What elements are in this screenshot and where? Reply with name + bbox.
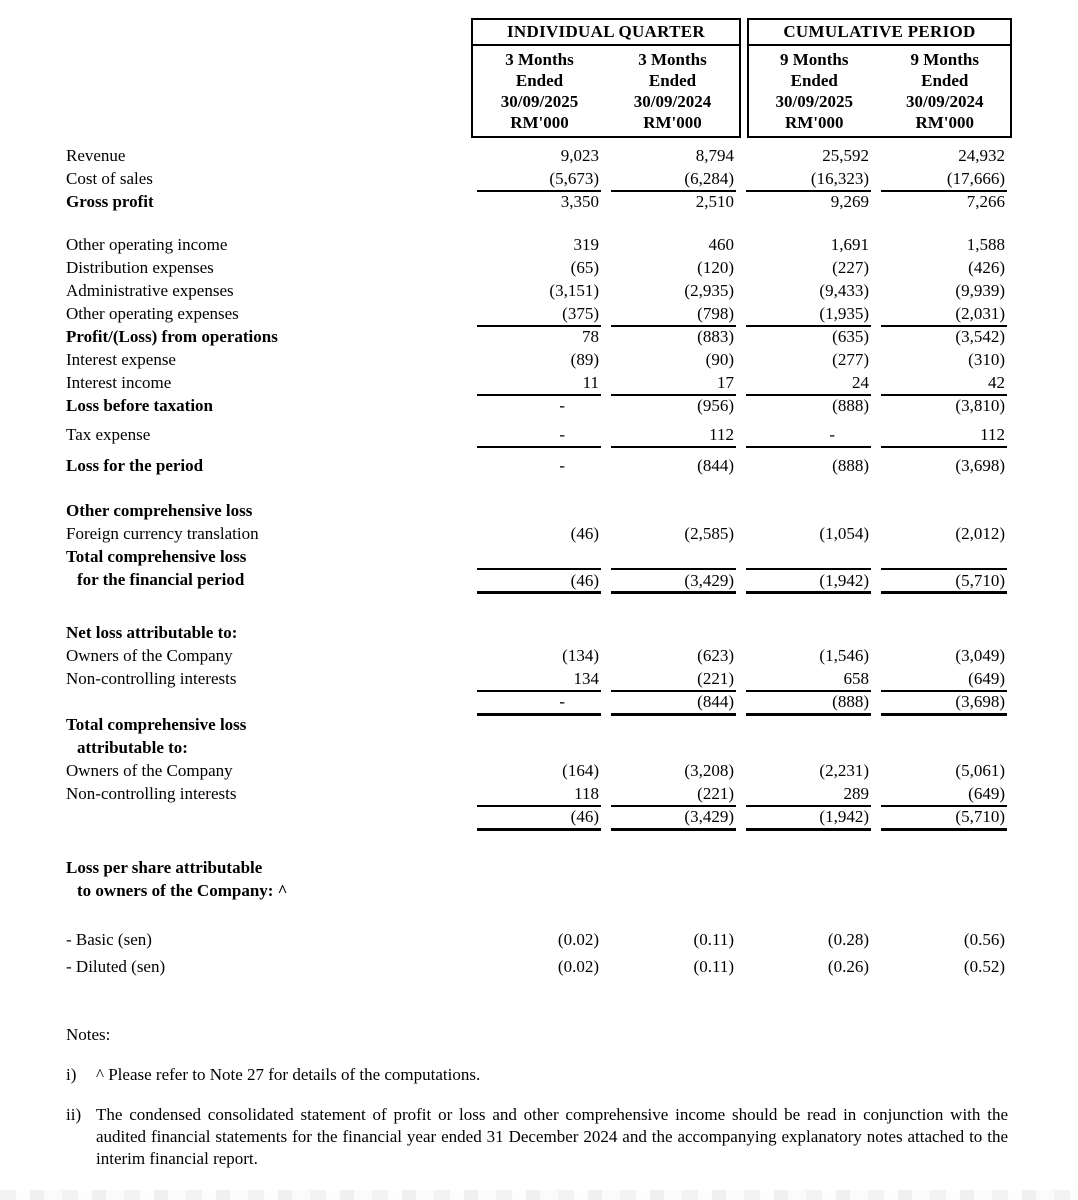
value-cell: 11: [477, 371, 601, 396]
value-cell: (1,546): [819, 646, 869, 665]
value-cell: [477, 545, 601, 568]
value-cell: (16,323): [746, 167, 871, 192]
note-text: ^ Please refer to Note 27 for details of the computations.: [96, 1065, 481, 1084]
row-label: Revenue: [66, 146, 126, 165]
value-cell: -: [559, 456, 565, 475]
value-cell: (310): [968, 350, 1005, 369]
value-cell: [746, 736, 871, 759]
row-label: Distribution expenses: [66, 258, 214, 277]
value-cell: (888): [832, 396, 869, 415]
column-group-headers: [0, 18, 1078, 138]
row-label: Loss per share attributable: [66, 858, 263, 877]
table-row: [0, 256, 1078, 279]
table-row: [0, 879, 1078, 902]
note-item: [66, 1104, 1008, 1170]
value-cell: (635): [832, 327, 869, 346]
value-cell: 112: [611, 423, 736, 448]
table-row: [0, 167, 1078, 190]
individual-quarter-header: [471, 18, 741, 138]
value-cell: [746, 545, 871, 568]
row-label: Total comprehensive loss: [66, 547, 247, 566]
value-cell: (3,208): [684, 761, 734, 780]
value-cell: (5,710): [881, 568, 1007, 594]
value-cell: (798): [611, 302, 736, 327]
value-cell: (649): [881, 667, 1007, 692]
table-row: [0, 499, 1078, 522]
value-cell: (844): [611, 690, 736, 716]
value-cell: (5,061): [955, 761, 1005, 780]
value-cell: [881, 879, 1007, 902]
table-row: [0, 394, 1078, 417]
value-cell: (0.52): [963, 957, 1005, 976]
value-cell: [611, 545, 736, 568]
table-row: [0, 621, 1078, 644]
column-group-title: INDIVIDUAL QUARTER: [473, 20, 739, 46]
value-cell: (3,429): [611, 805, 736, 831]
value-cell: (2,231): [819, 761, 869, 780]
column-subheader-line: 9 Months: [910, 50, 979, 69]
value-cell: (3,698): [881, 690, 1007, 716]
column-subheader-line: 3 Months: [505, 50, 574, 69]
value-cell: 24,932: [958, 146, 1005, 165]
row-label: Total comprehensive loss: [66, 715, 247, 734]
value-cell: 658: [746, 667, 871, 692]
value-cell: [881, 545, 1007, 568]
value-cell: (1,054): [819, 524, 869, 543]
column-subheader-line: 3 Months: [638, 50, 707, 69]
table-row: [0, 371, 1078, 394]
value-cell: (2,012): [955, 524, 1005, 543]
value-cell: [477, 499, 601, 522]
value-cell: (2,585): [684, 524, 734, 543]
table-row: [0, 690, 1078, 713]
row-label: Tax expense: [66, 425, 151, 444]
column-subheader-line: 30/09/2024: [633, 92, 712, 111]
table-row: [0, 325, 1078, 348]
value-cell: (164): [562, 761, 599, 780]
value-cell: (221): [611, 667, 736, 692]
value-cell: (844): [697, 456, 734, 475]
value-cell: 118: [477, 782, 601, 807]
table-row: [0, 522, 1078, 545]
value-cell: [611, 856, 736, 879]
note-text: The condensed consolidated statement of profit or loss and other comprehensive income should be read in conjunction with the audited financial statements for the financial year ended 31 December 2024 and the accompanying explanatory notes attached to the interim financial report.: [96, 1105, 1008, 1168]
table-row: [0, 856, 1078, 879]
value-cell: (46): [477, 568, 601, 594]
value-cell: (5,673): [477, 167, 601, 192]
value-cell: (17,666): [881, 167, 1007, 192]
column-subheader: [749, 49, 880, 133]
notes-title: Notes:: [66, 1025, 111, 1044]
table-row: [0, 805, 1078, 828]
value-cell: (426): [968, 258, 1005, 277]
value-cell: (227): [832, 258, 869, 277]
value-cell: (888): [832, 456, 869, 475]
table-row: [0, 667, 1078, 690]
value-cell: (3,698): [955, 456, 1005, 475]
column-subheader-line: 30/09/2024: [906, 92, 984, 111]
row-label: to owners of the Company: ^: [77, 881, 288, 900]
row-label: Interest expense: [66, 350, 176, 369]
value-cell: [746, 499, 871, 522]
table-row: [0, 644, 1078, 667]
spacer-row: [0, 213, 1078, 233]
value-cell: 7,266: [966, 192, 1005, 211]
scan-noise-band: [0, 1190, 1078, 1200]
value-cell: (1,942): [746, 568, 871, 594]
table-row: [0, 279, 1078, 302]
row-label: Loss for the period: [66, 456, 204, 475]
value-cell: [477, 856, 601, 879]
table-row: [0, 759, 1078, 782]
value-cell: 2,510: [695, 192, 734, 211]
value-cell: (277): [832, 350, 869, 369]
note-item: [66, 1064, 1008, 1086]
row-label: - Diluted (sen): [66, 957, 166, 976]
row-label: Gross profit: [66, 192, 154, 211]
value-cell: (3,429): [611, 568, 736, 594]
value-cell: 112: [881, 423, 1007, 448]
value-cell: (1,935): [746, 302, 871, 327]
value-cell: [881, 736, 1007, 759]
table-row: [0, 190, 1078, 213]
label-column-spacer: [66, 18, 471, 138]
value-cell: (0.11): [693, 930, 734, 949]
value-cell: (46): [477, 805, 601, 831]
value-cell: (3,542): [955, 327, 1005, 346]
value-cell: -: [746, 423, 871, 448]
row-label: Owners of the Company: [66, 761, 233, 780]
value-cell: [611, 736, 736, 759]
notes-section: [0, 1023, 1078, 1170]
value-cell: [477, 713, 601, 736]
value-cell: 8,794: [695, 146, 734, 165]
value-cell: [746, 713, 871, 736]
row-label: attributable to:: [77, 738, 188, 757]
column-subheader-line: Ended: [648, 71, 697, 90]
table-row: [0, 928, 1078, 951]
row-label: Other comprehensive loss: [66, 501, 253, 520]
table-row: [0, 545, 1078, 568]
note-number: i): [66, 1065, 77, 1084]
value-cell: [477, 879, 601, 902]
value-cell: (46): [570, 524, 599, 543]
value-cell: (5,710): [881, 805, 1007, 831]
table-row: [0, 454, 1078, 477]
spacer-row: [0, 828, 1078, 856]
value-cell: [881, 856, 1007, 879]
value-cell: (0.02): [557, 930, 599, 949]
value-cell: 134: [477, 667, 601, 692]
row-label: for the financial period: [77, 570, 245, 589]
row-label: Profit/(Loss) from operations: [66, 327, 278, 346]
value-cell: -: [477, 690, 601, 716]
row-label: Owners of the Company: [66, 646, 233, 665]
column-subheader-line: RM'000: [510, 113, 569, 132]
value-cell: (888): [746, 690, 871, 716]
column-subheader-line: Ended: [515, 71, 564, 90]
value-cell: (3,049): [955, 646, 1005, 665]
value-cell: (2,031): [881, 302, 1007, 327]
value-cell: [477, 736, 601, 759]
value-cell: (3,151): [549, 281, 599, 300]
value-cell: [746, 856, 871, 879]
row-label: Loss before taxation: [66, 396, 214, 415]
column-subheader-line: 30/09/2025: [500, 92, 579, 111]
table-row: [0, 782, 1078, 805]
value-cell: (134): [562, 646, 599, 665]
row-label: Administrative expenses: [66, 281, 234, 300]
value-cell: (0.28): [827, 930, 869, 949]
value-cell: [611, 713, 736, 736]
spacer-row: [0, 477, 1078, 499]
column-subheader-line: RM'000: [915, 113, 975, 132]
table-row: [0, 568, 1078, 591]
value-cell: 3,350: [560, 192, 599, 211]
row-label: Non-controlling interests: [66, 669, 237, 688]
table-row: [0, 423, 1078, 446]
statement-table: [0, 144, 1078, 978]
value-cell: (623): [697, 646, 734, 665]
row-label: Cost of sales: [66, 169, 153, 188]
value-cell: 25,592: [822, 146, 869, 165]
value-cell: (0.02): [557, 957, 599, 976]
value-cell: (649): [881, 782, 1007, 807]
table-row: [0, 736, 1078, 759]
value-cell: (90): [705, 350, 734, 369]
value-cell: (375): [477, 302, 601, 327]
value-cell: 9,269: [830, 192, 869, 211]
spacer-row: [0, 902, 1078, 928]
value-cell: (89): [570, 350, 599, 369]
row-label: - Basic (sen): [66, 930, 152, 949]
value-cell: (221): [611, 782, 736, 807]
value-cell: 319: [573, 235, 599, 254]
value-cell: [611, 499, 736, 522]
note-number: ii): [66, 1105, 82, 1124]
value-cell: 17: [611, 371, 736, 396]
value-cell: 9,023: [560, 146, 599, 165]
value-cell: (0.56): [963, 930, 1005, 949]
table-row: [0, 233, 1078, 256]
value-cell: (6,284): [611, 167, 736, 192]
value-cell: (65): [570, 258, 599, 277]
value-cell: [477, 621, 601, 644]
value-cell: (9,433): [819, 281, 869, 300]
row-label: [66, 805, 467, 831]
table-row: [0, 348, 1078, 371]
row-label: Other operating expenses: [66, 304, 239, 323]
column-subheader-line: RM'000: [643, 113, 702, 132]
value-cell: [881, 499, 1007, 522]
value-cell: [746, 879, 871, 902]
value-cell: (3,810): [955, 396, 1005, 415]
value-cell: [611, 621, 736, 644]
value-cell: (0.26): [827, 957, 869, 976]
value-cell: 78: [582, 327, 599, 346]
value-cell: (1,942): [746, 805, 871, 831]
column-subheader-line: 9 Months: [780, 50, 849, 69]
column-subheader: [473, 49, 606, 133]
row-label: Net loss attributable to:: [66, 623, 238, 642]
value-cell: (120): [697, 258, 734, 277]
value-cell: 24: [746, 371, 871, 396]
value-cell: [881, 713, 1007, 736]
value-cell: 460: [708, 235, 734, 254]
row-label: Non-controlling interests: [66, 784, 237, 803]
value-cell: 1,588: [966, 235, 1005, 254]
column-subheader-line: RM'000: [784, 113, 844, 132]
row-label: Foreign currency translation: [66, 524, 259, 543]
cumulative-period-header: [747, 18, 1012, 138]
value-cell: -: [477, 423, 601, 448]
row-label: Other operating income: [66, 235, 228, 254]
column-subheader: [606, 49, 739, 133]
column-group-title: CUMULATIVE PERIOD: [749, 20, 1010, 46]
table-row: [0, 144, 1078, 167]
value-cell: 1,691: [830, 235, 869, 254]
value-cell: (9,939): [955, 281, 1005, 300]
row-label: Interest income: [66, 373, 172, 392]
table-row: [0, 713, 1078, 736]
value-cell: (956): [697, 396, 734, 415]
column-subheader-line: 30/09/2025: [775, 92, 853, 111]
table-row: [0, 302, 1078, 325]
value-cell: -: [559, 396, 565, 415]
value-cell: (883): [697, 327, 734, 346]
value-cell: 42: [881, 371, 1007, 396]
value-cell: (2,935): [684, 281, 734, 300]
column-subheader: [880, 49, 1011, 133]
spacer-row: [0, 591, 1078, 621]
value-cell: 289: [746, 782, 871, 807]
value-cell: [881, 621, 1007, 644]
value-cell: (0.11): [693, 957, 734, 976]
table-row: [0, 955, 1078, 978]
value-cell: [611, 879, 736, 902]
column-subheader-line: Ended: [790, 71, 838, 90]
value-cell: [746, 621, 871, 644]
column-subheader-line: Ended: [921, 71, 969, 90]
